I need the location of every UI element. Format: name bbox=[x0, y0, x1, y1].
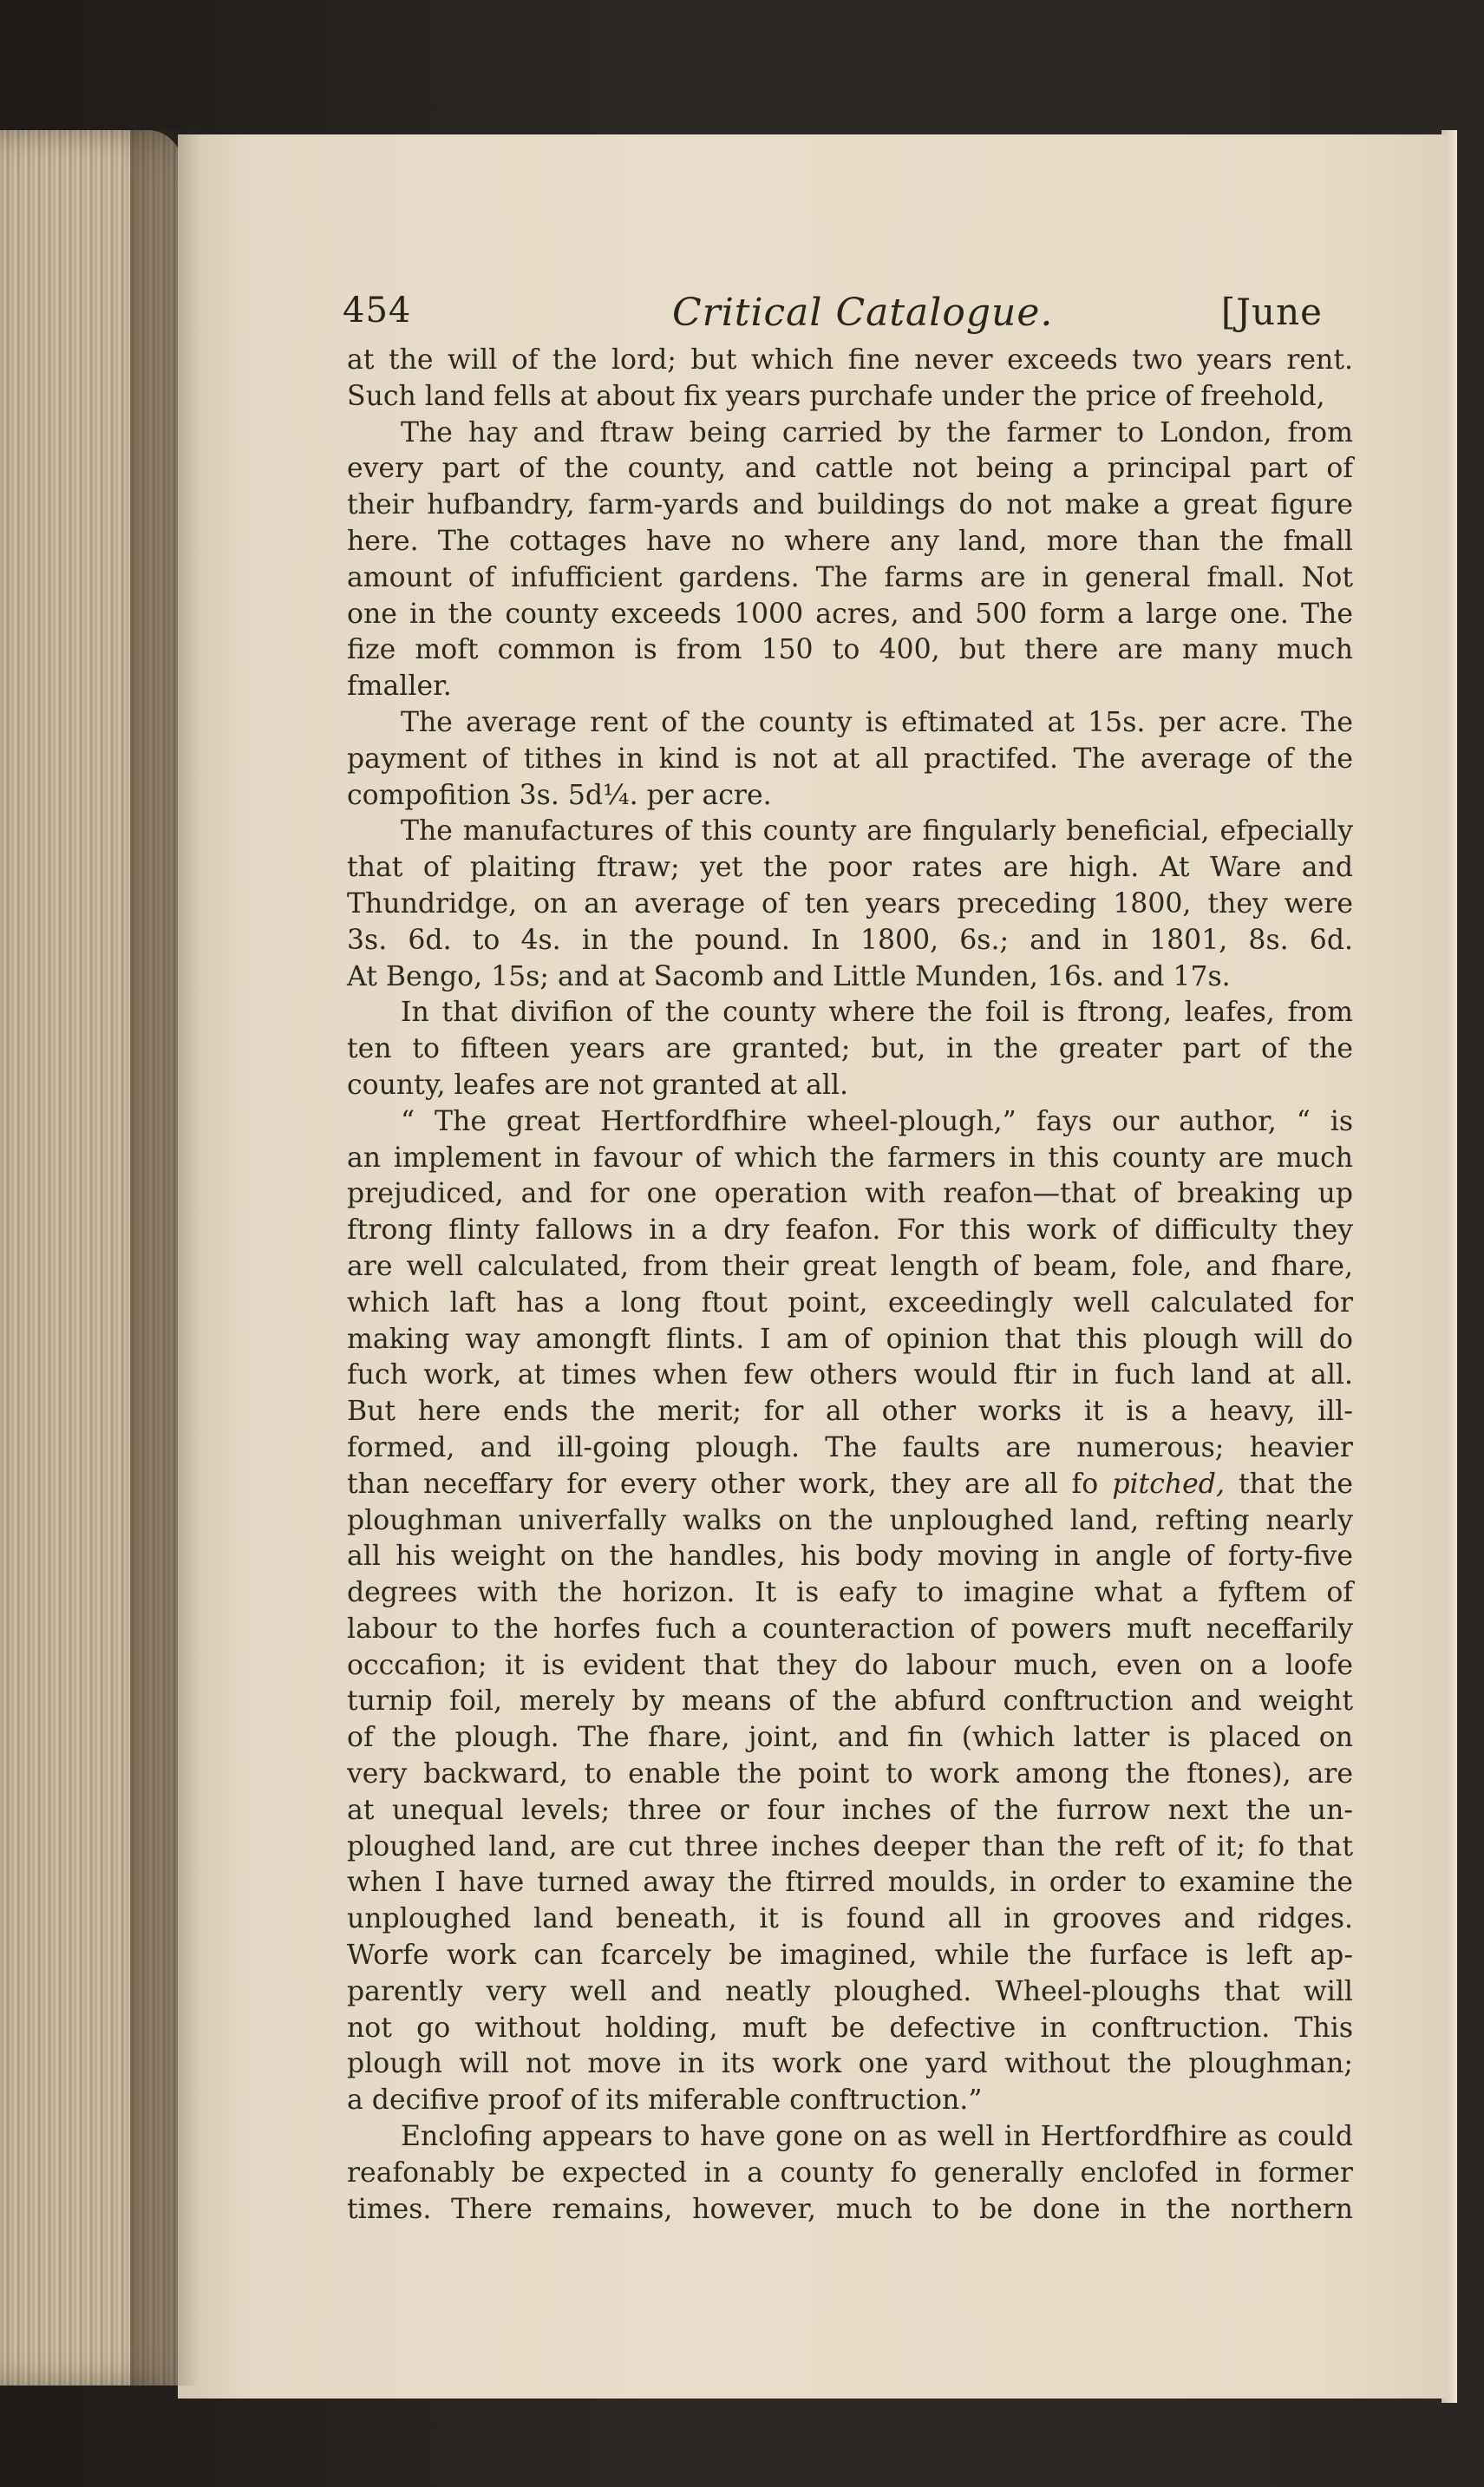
text-line bbox=[347, 416, 1353, 452]
text-line bbox=[347, 1648, 1353, 1685]
text-line-content: very backward, to enable the point to work among the ftones), are bbox=[347, 1758, 1353, 1790]
text-line bbox=[347, 2011, 1353, 2047]
text-line bbox=[347, 742, 1353, 778]
text-line-content: are well calculated, from their great length of beam, fole, and fhare, bbox=[347, 1250, 1353, 1282]
text-line-content: turnip foil, merely by means of the abfurd conftruction and weight bbox=[347, 1685, 1353, 1718]
text-line-content: amount of infufficient gardens. The farms are in general fmall. Not bbox=[347, 561, 1353, 593]
text-line bbox=[347, 488, 1353, 524]
text-line-tail: that the bbox=[1224, 1468, 1354, 1500]
text-line-content: compofition 3s. 5d¼. per acre. bbox=[347, 779, 772, 811]
text-line bbox=[347, 1503, 1353, 1540]
text-line bbox=[347, 1865, 1353, 1901]
text-line-content: payment of tithes in kind is not at all practifed. The average of the bbox=[347, 743, 1353, 775]
text-line-content: prejudiced, and for one operation with reafon—that of breaking up bbox=[347, 1178, 1353, 1210]
text-line-content: unploughed land beneath, it is found all in grooves and ridges. bbox=[347, 1903, 1353, 1935]
text-line bbox=[347, 1176, 1353, 1213]
text-line bbox=[347, 1720, 1353, 1757]
text-line-content: Worfe work can fcarcely be imagined, while the furface is left ap- bbox=[347, 1940, 1353, 1972]
text-line bbox=[347, 524, 1353, 560]
text-line bbox=[347, 814, 1353, 850]
text-line-content: Such land fells at about fix years purchafe under the price of freehold, bbox=[347, 380, 1325, 412]
text-line-content: ten to fifteen years are granted; but, in the greater part of the bbox=[347, 1033, 1353, 1065]
text-line bbox=[347, 1539, 1353, 1575]
text-line-content: county, leafes are not granted at all. bbox=[347, 1069, 849, 1101]
text-line-content: In that divifion of the county where the foil is ftrong, leafes, from bbox=[401, 997, 1353, 1029]
text-line bbox=[347, 560, 1353, 597]
text-line bbox=[347, 959, 1353, 996]
text-line-content: “ The great Hertfordfhire wheel-plough,” fays our author, “ is bbox=[401, 1105, 1353, 1137]
text-line-content: times. There remains, however, much to be done in the northern bbox=[347, 2193, 1353, 2225]
text-line bbox=[347, 1031, 1353, 1068]
text-line-content: Thundridge, on an average of ten years preceding 1800, they were bbox=[347, 887, 1353, 920]
text-line-content: an implement in favour of which the farmers in this county are much bbox=[347, 1142, 1353, 1174]
text-line bbox=[347, 1068, 1353, 1104]
text-line-content: Enclofing appears to have gone on as well in Hertfordfhire as could bbox=[401, 2121, 1353, 2153]
text-line bbox=[347, 451, 1353, 488]
text-line bbox=[347, 705, 1353, 742]
text-line bbox=[347, 2083, 1353, 2119]
text-line-content: here. The cottages have no where any land, more than the fmall bbox=[347, 525, 1353, 557]
binding-shadow bbox=[130, 130, 199, 2386]
text-line-content: at the will of the lord; but which fine never exceeds two years rent. bbox=[347, 344, 1353, 376]
text-line-content: not go without holding, muft be defective in conftruction. This bbox=[347, 2012, 1353, 2044]
text-line bbox=[347, 1612, 1353, 1648]
text-line bbox=[347, 379, 1353, 416]
text-line-content: The hay and ftraw being carried by the farmer to London, from bbox=[401, 416, 1353, 448]
text-line-content: But here ends the merit; for all other works it is a heavy, ill- bbox=[347, 1396, 1353, 1428]
text-line-content: fuch work, at times when few others would ftir in fuch land at all. bbox=[347, 1359, 1353, 1391]
text-line-content: all his weight on the handles, his body moving in angle of forty-five bbox=[347, 1541, 1353, 1573]
text-line-content: 3s. 6d. to 4s. in the pound. In 1800, 6s.; and in 1801, 8s. 6d. bbox=[347, 924, 1353, 956]
text-line bbox=[347, 1322, 1353, 1358]
text-line bbox=[347, 1394, 1353, 1430]
text-line bbox=[347, 1286, 1353, 1322]
text-line bbox=[347, 1757, 1353, 1793]
text-line-content: their hufbandry, farm-yards and buildings do not make a great figure bbox=[347, 489, 1353, 521]
text-line bbox=[347, 2192, 1353, 2228]
text-line-content: than neceffary for every other work, they are all fo bbox=[347, 1468, 1099, 1500]
running-title: Critical Catalogue. bbox=[672, 291, 1054, 335]
text-line-content: a decifive proof of its miferable conftruction.” bbox=[347, 2084, 983, 2117]
text-line bbox=[347, 778, 1353, 815]
text-line bbox=[347, 1249, 1353, 1286]
text-line bbox=[347, 1104, 1353, 1141]
text-line bbox=[347, 1901, 1353, 1938]
text-line bbox=[347, 1358, 1353, 1394]
text-line bbox=[347, 1430, 1353, 1467]
text-line bbox=[347, 1213, 1353, 1249]
text-line bbox=[347, 1141, 1353, 1177]
text-line bbox=[347, 597, 1353, 633]
text-line bbox=[347, 1974, 1353, 2011]
italic-word: pitched, bbox=[1112, 1468, 1225, 1500]
text-line-content: at unequal levels; three or four inches of the furrow next the un- bbox=[347, 1794, 1353, 1826]
text-line-content: labour to the horfes fuch a counteraction of powers muft neceffarily bbox=[347, 1613, 1353, 1645]
text-line bbox=[347, 2156, 1353, 2192]
text-line-content: of the plough. The fhare, joint, and fin (which latter is placed on bbox=[347, 1722, 1353, 1754]
text-line bbox=[347, 1793, 1353, 1829]
text-line-content: that of plaiting ftraw; yet the poor rates are high. At Ware and bbox=[347, 852, 1353, 884]
text-line bbox=[347, 1684, 1353, 1720]
issue-month: [June bbox=[1220, 291, 1323, 333]
text-line bbox=[347, 1938, 1353, 1974]
text-line bbox=[347, 343, 1353, 379]
text-line-content: which laft has a long ftout point, exceedingly well calculated for bbox=[347, 1286, 1353, 1319]
text-line-content: one in the county exceeds 1000 acres, and 500 form a large one. The bbox=[347, 598, 1353, 630]
text-line bbox=[347, 1467, 1353, 1503]
text-line bbox=[347, 1829, 1353, 1866]
text-line bbox=[347, 887, 1353, 923]
text-line-content: making way amongft flints. I am of opinion that this plough will do bbox=[347, 1323, 1353, 1355]
text-line bbox=[347, 632, 1353, 669]
text-line-content: when I have turned away the ftirred moulds, in order to examine the bbox=[347, 1867, 1353, 1899]
text-line-content: plough will not move in its work one yard without the ploughman; bbox=[347, 2048, 1353, 2080]
text-line bbox=[347, 669, 1353, 705]
text-line-content: The manufactures of this county are fingularly beneficial, efpecially bbox=[401, 815, 1353, 848]
body-text bbox=[347, 343, 1353, 2228]
text-line-content: The average rent of the county is eftimated at 15s. per acre. The bbox=[401, 706, 1353, 738]
text-line bbox=[347, 2046, 1353, 2083]
text-line-content: occcafion; it is evident that they do labour much, even on a loofe bbox=[347, 1649, 1353, 1681]
text-line bbox=[347, 1575, 1353, 1612]
text-line bbox=[347, 850, 1353, 887]
text-line-content: degrees with the horizon. It is eafy to imagine what a fyftem of bbox=[347, 1577, 1353, 1609]
text-line-content: fize moft common is from 150 to 400, but there are many much bbox=[347, 634, 1353, 666]
text-line-content: fmaller. bbox=[347, 671, 452, 703]
text-line-content: every part of the county, and cattle not being a principal part of bbox=[347, 453, 1353, 485]
text-line-content: At Bengo, 15s; and at Sacomb and Little Munden, 16s. and 17s. bbox=[347, 960, 1231, 992]
text-line bbox=[347, 923, 1353, 959]
text-line bbox=[347, 995, 1353, 1031]
text-line-content: ploughman univerfally walks on the unploughed land, refting nearly bbox=[347, 1504, 1353, 1536]
text-line-content: formed, and ill-going plough. The faults are numerous; heavier bbox=[347, 1431, 1353, 1463]
text-line-content: ploughed land, are cut three inches deeper than the reft of it; fo that bbox=[347, 1830, 1353, 1862]
text-line-content: parently very well and neatly ploughed. Wheel-ploughs that will bbox=[347, 1975, 1353, 2007]
text-line bbox=[347, 2119, 1353, 2156]
page-number: 454 bbox=[343, 291, 412, 331]
text-line-content: ftrong flinty fallows in a dry feafon. For this work of difficulty they bbox=[347, 1214, 1353, 1247]
text-line-content: reafonably be expected in a county fo generally enclofed in former bbox=[347, 2156, 1353, 2189]
